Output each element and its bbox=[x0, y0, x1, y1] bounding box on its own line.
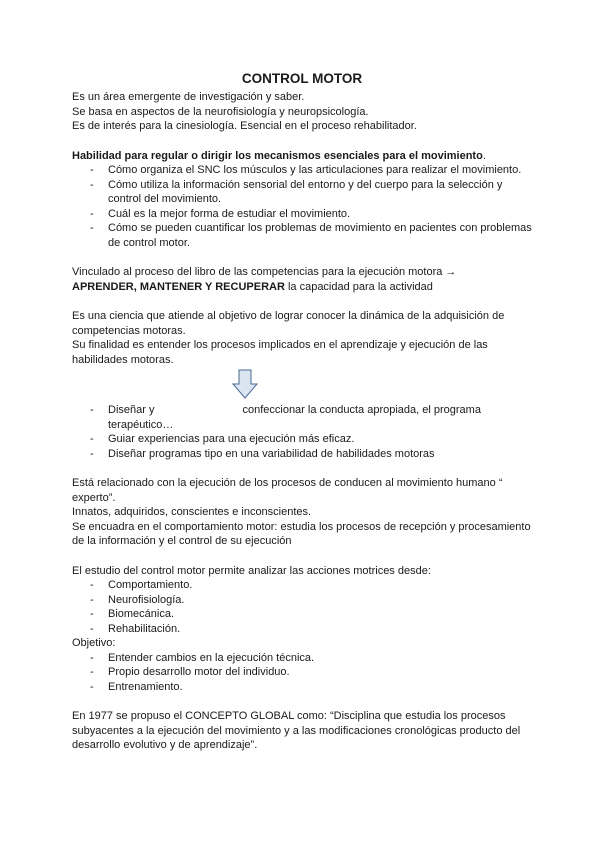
habilidad-heading-period: . bbox=[482, 149, 486, 162]
relacionado-paragraph: Se encuadra en el comportamiento motor: estudia los procesos de recepción y procesamiento de la información y el control de su ejecución bbox=[72, 520, 531, 547]
list-item: - Entrenamiento. bbox=[72, 680, 532, 695]
list-item: - Rehabilitación. bbox=[72, 622, 532, 637]
disenar-text-b: confeccionar la conducta apropiada, el programa terapéutico… bbox=[108, 404, 481, 431]
vinculado-emphasis bbox=[72, 280, 532, 295]
down-arrow-icon bbox=[72, 369, 532, 403]
list-item: - Entender cambios en la ejecución técnica. bbox=[72, 651, 532, 666]
vinculado-bold: APRENDER, MANTENER Y RECUPERAR bbox=[72, 280, 285, 293]
list-item: - Biomecánica. bbox=[72, 607, 532, 622]
estudio-list bbox=[72, 578, 532, 636]
list-item: - Cómo utiliza la información sensorial del entorno y del cuerpo para la selección y control del movimiento. bbox=[72, 178, 532, 207]
relacionado-paragraph: Está relacionado con la ejecución de los procesos de conducen al movimiento humano “ experto”. bbox=[72, 477, 503, 504]
ciencia-paragraph: Su finalidad es entender los procesos implicados en el aprendizaje y ejecución de las habilidades motoras. bbox=[72, 339, 488, 366]
vinculado-line: Vinculado al proceso del libro de las competencias para la ejecución motora → bbox=[72, 266, 457, 278]
relacionado-paragraph: Innatos, adquiridos, conscientes e inconscientes. bbox=[72, 506, 312, 518]
disenar-list bbox=[72, 403, 532, 461]
list-item: - Propio desarrollo motor del individuo. bbox=[72, 665, 532, 680]
vinculado-rest: la capacidad para la actividad bbox=[284, 280, 433, 293]
objetivo-list bbox=[72, 651, 532, 695]
habilidad-heading bbox=[72, 149, 532, 164]
habilidad-list bbox=[72, 163, 532, 250]
list-item: - Cómo se pueden cuantificar los problemas de movimiento en pacientes con problemas de control motor. bbox=[72, 221, 532, 250]
list-item: - Comportamiento. bbox=[72, 578, 532, 593]
habilidad-heading-text: Habilidad para regular o dirigir los mecanismos esenciales para el movimiento bbox=[72, 149, 483, 162]
intro-line: Se basa en aspectos de la neurofisiología y neuropsicología. bbox=[72, 105, 369, 118]
down-arrow-shape bbox=[232, 369, 258, 399]
list-item bbox=[72, 403, 532, 432]
list-item: - Cuál es la mejor forma de estudiar el movimiento. bbox=[72, 207, 532, 222]
page-title: CONTROL MOTOR bbox=[241, 71, 363, 86]
objetivo-label: Objetivo: bbox=[72, 637, 116, 649]
list-item: - Diseñar programas tipo en una variabilidad de habilidades motoras bbox=[72, 447, 532, 462]
concepto-paragraph: En 1977 se propuso el CONCEPTO GLOBAL como: “Disciplina que estudia los procesos subyacentes a la ejecución del movimiento y a las modificaciones cronológicas producto del desarrollo evolutivo y de aprendizaje”. bbox=[72, 710, 521, 751]
list-item: - Guiar experiencias para una ejecución más eficaz. bbox=[72, 432, 532, 447]
list-item: - Neurofisiología. bbox=[72, 593, 532, 608]
disenar-text-a: Diseñar y bbox=[108, 404, 155, 416]
intro-line: Es un área emergente de investigación y saber. bbox=[72, 91, 305, 103]
ciencia-paragraph: Es una ciencia que atiende al objetivo de lograr conocer la dinámica de la adquisición de competencias motoras. bbox=[72, 310, 505, 337]
document-page bbox=[72, 70, 532, 753]
intro-line: Es de interés para la cinesiología. Esencial en el proceso rehabilitador. bbox=[72, 120, 417, 132]
list-item: - Cómo organiza el SNC los músculos y las articulaciones para realizar el movimiento. bbox=[72, 163, 532, 178]
estudio-intro: El estudio del control motor permite analizar las acciones motrices desde: bbox=[72, 564, 431, 577]
